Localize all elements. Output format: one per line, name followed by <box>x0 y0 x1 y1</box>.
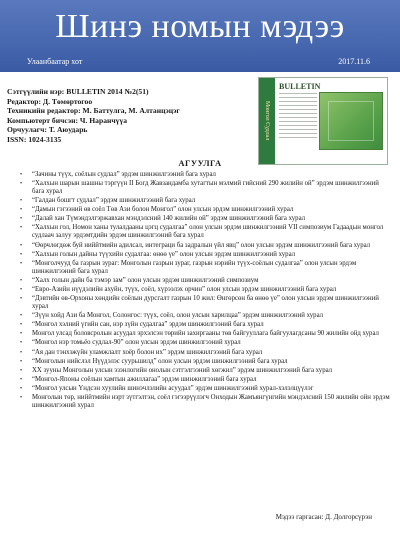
bullet-icon: • <box>20 286 23 293</box>
bullet-icon: • <box>20 198 23 205</box>
meta-line: Редактор: Д. Төмөртогоо <box>7 96 93 106</box>
bullet-icon: • <box>20 313 23 320</box>
bullet-icon: • <box>20 207 23 214</box>
bullet-icon: • <box>20 277 23 284</box>
publication-meta <box>7 87 237 145</box>
contents-list <box>14 171 390 411</box>
cover-text-lines <box>279 93 317 141</box>
cover-green-panel <box>319 92 383 150</box>
list-item: • “Монгол-Японы соёлын хамтын ажиллагаа” эрдэм шинжилгээний бага хурал <box>20 375 257 383</box>
bullet-icon: • <box>20 225 23 232</box>
meta-line: Компьютерт бичсэн: Ч. Наранчүүа <box>7 115 128 125</box>
list-item: • “Евро-Азийн нүүдэлийн ахуйн, түүх, соёл, хүрээлэх орчин” олон улсын эрдэм шинжилгээний бага хурал <box>20 285 337 293</box>
list-item: • “Далай хан Түмэндэлгэржавхан мэндэлсний 140 жилийн ой” эрдэм шинжилгээний бага хурал <box>20 215 306 223</box>
page-title: Шинэ номын мэдээ <box>55 8 345 45</box>
bullet-icon: • <box>20 394 23 401</box>
list-item: • “Монголчууд ба газрын зураг: Монголын газрын зураг, газрын нэрийн түүх-соёлын судалгаа” олон улсын эрдэм шинжилгээний бага хурал <box>20 259 357 275</box>
list-item: • “Халхын голын дайны түүхийн судалгаа: өнөө үе” олон улсын эрдэм шинжилгээний хурал <box>20 250 296 258</box>
list-item: • “Ая дан тэнхэжүйн уламжлалт хоёр болон их” эрдэм шинжилгээний бага хурал <box>20 348 263 356</box>
meta-line: ISSN: 1024-3135 <box>7 134 62 144</box>
bullet-icon: • <box>20 322 23 329</box>
bullet-icon: • <box>20 260 23 267</box>
list-item: • “Зачины түүх, соёлын судлал” эрдэм шинжилгээний бага хурал <box>20 171 216 178</box>
bullet-icon: • <box>20 358 23 365</box>
list-item: • ХХ зууны Монголын улсын эзэнлогийн онолын сэтгэлгээний хөгжил” эрдэм шинжилгээний бага хурал <box>20 366 333 374</box>
list-item: • “Өөрчлөгдөж буй ниййтмийн адилсал, интеграци ба задралын үйл явц” олон улсын эрдэм шинжилгээний бага хурал <box>20 241 371 249</box>
bullet-icon: • <box>20 172 23 178</box>
list-item: • “Монгол хэлний үгийн сан, нэр зүйн судалгаа” эрдэм шинжилгээний бага хурал <box>20 321 264 329</box>
list-item: • “Монгол улсын Үндсэн хуулийн шинэчлэлийн асуудал” эрдэм шинжилгээний хурал-хэлэлцүүлэг <box>20 384 314 392</box>
cover-spine: Монгол Судлал <box>259 78 275 164</box>
compiler-credit: Мэдээ гаргасан: Д. Долгорсүрэн <box>275 513 372 521</box>
contents-heading: АГУУЛГА <box>178 158 222 168</box>
meta-line: Орчуулагч: Т. Аюударь <box>7 125 88 135</box>
meta-line: Сэтгүүлийн нэр: BULLETIN 2014 №2(51) <box>7 87 149 96</box>
list-item: • “Монгол нэр томьёо судлал-90” олон улсын эрдэм шинжилгээний хурал <box>20 339 241 347</box>
journal-cover-image <box>258 77 388 165</box>
bullet-icon: • <box>20 242 23 249</box>
list-item: • Монголын төр, ниййтмийн нэрт зүтгэлтэн, соёл гэгээрүүлэгч Онходын Жамъянгүнгийн мэндэлсний 150 жилийн ойн эрдэм шинжилгээний хурал <box>20 393 390 409</box>
bullet-icon: • <box>20 385 23 392</box>
header-banner <box>0 0 400 72</box>
meta-line: Техникийн редактор: М. Баттулга, М. Алтанцэцэг <box>7 106 180 116</box>
list-item: • “Галдан бошгт судлал” эрдэм шинжилгээний бага хурал <box>20 197 196 205</box>
bullet-icon: • <box>20 367 23 374</box>
bullet-icon: • <box>20 296 23 303</box>
list-item: • Монгол улсад боловсролын асуудал эрхэлсэн төрийн захиргааны төв байгууллага байгуулагдсаны 90 жилийн ойд хурал <box>20 330 379 338</box>
date-label: 2017.11.6 <box>338 57 370 66</box>
bullet-icon: • <box>20 181 23 188</box>
bullet-icon: • <box>20 349 23 356</box>
list-item: • “Халхын гол, Номон ханы тулалдааны цэгц судалгаа” олон улсын эрдэм шинжилгээний VII симпозиум Гадаадын монгол судлаач залуу эрдэмтдийн эрдэм шинжилгээний бага хурал <box>20 224 384 240</box>
list-item: • “Монголын нийслэл Нүүдэлэс суурьшилд” олон улсын эрдэм шинжилгээний бага хурал <box>20 357 288 365</box>
bullet-icon: • <box>20 216 23 223</box>
bullet-icon: • <box>20 376 23 383</box>
list-item: • “Дамын гэгээний өв соёл Төв Ази болон Монгол” олон улсын эрдэм шинжилгээний хурал <box>20 206 294 214</box>
list-item: • “Зүүн хойд Ази ба Монгол, Солонгос: түүх, соёл, олон улсын харилцаа” эрдэм шинжилгээний хурал <box>20 312 324 320</box>
list-item: • “Дэвтийн өв-Орхоны хөндийн соёлын дурсгалт газрын 10 жил: Өнгөрсөн ба өнөө үе” олон улсын эрдэм шинжилгээний хурал <box>20 295 379 311</box>
bullet-icon: • <box>20 251 23 258</box>
location-label: Улаанбаатар хот <box>27 57 83 66</box>
cover-title: BULLETIN <box>279 82 321 91</box>
bullet-icon: • <box>20 340 23 347</box>
bullet-icon: • <box>20 331 23 338</box>
list-item: • “Халхын шарын шашны тэргүүн II Богд Жавзандамба хутагтын мэлмий гийсний 290 жилийн ой” эрдэм шинжилгээний бага хурал <box>20 180 379 196</box>
list-item: • “Халх голын дайн ба тэмэр зам” олон улсын эрдэм шинжилгээний симпозиум <box>20 276 259 284</box>
